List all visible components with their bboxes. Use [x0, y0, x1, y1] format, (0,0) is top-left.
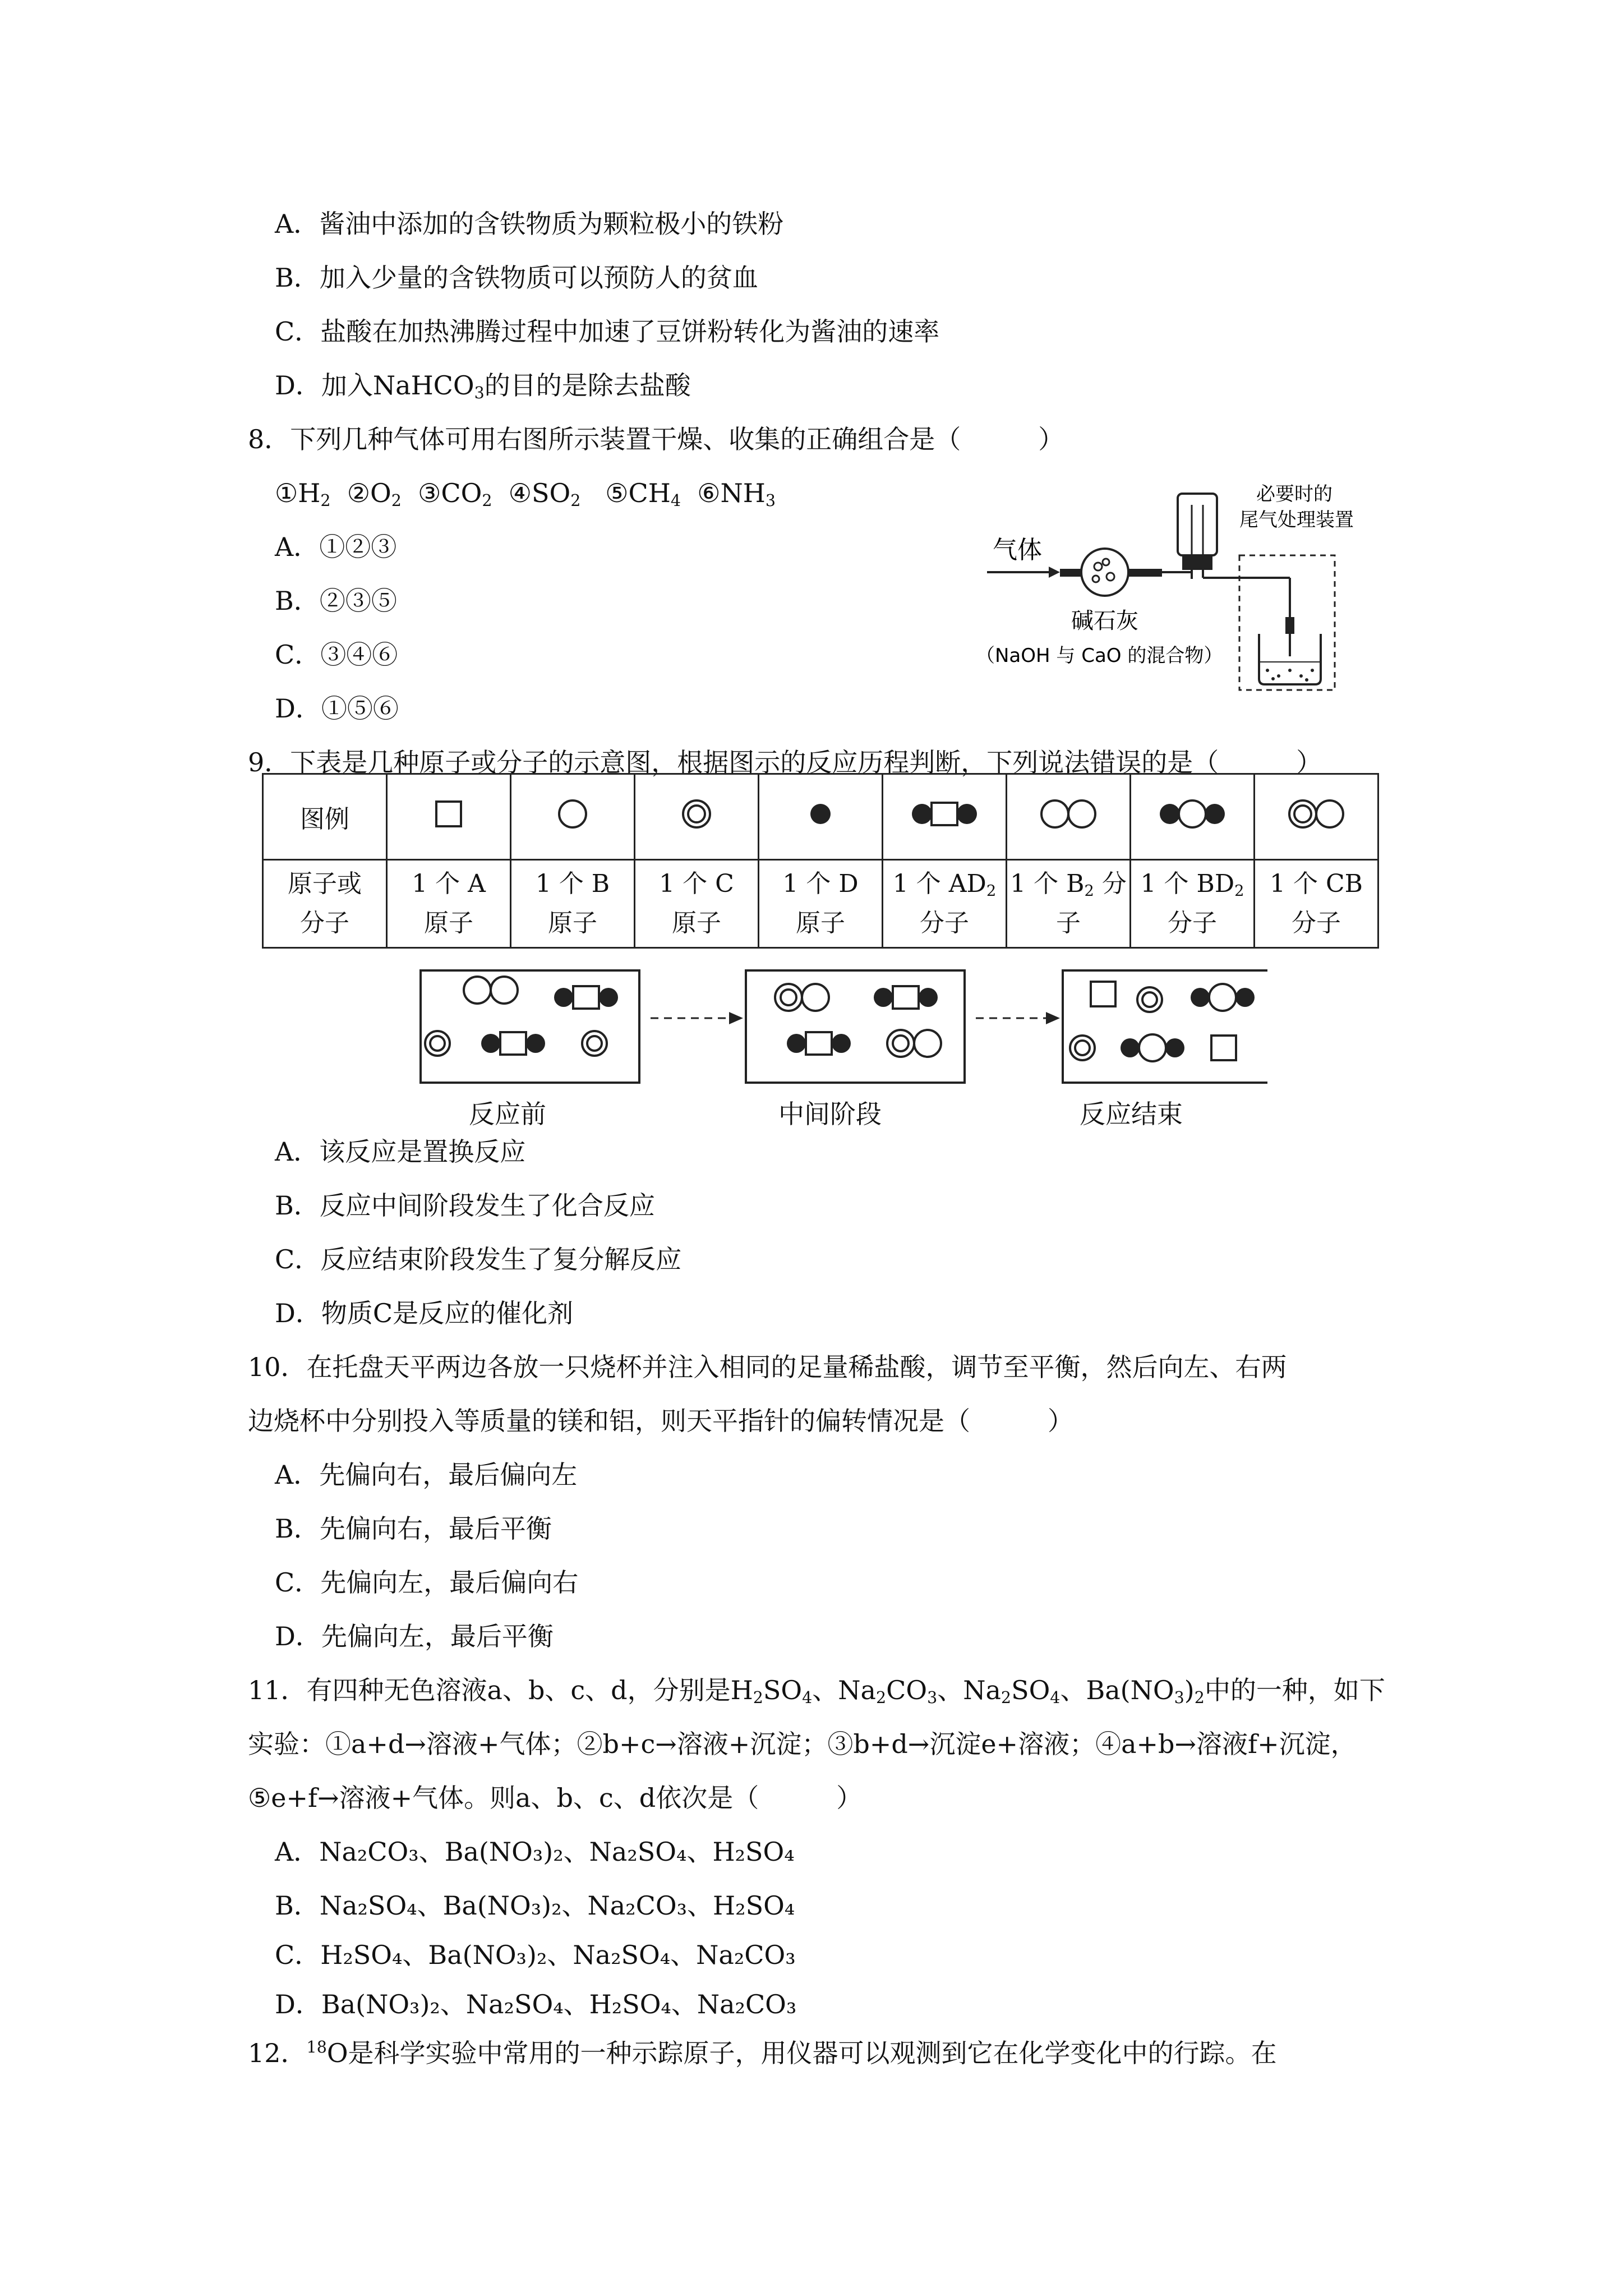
q8-apparatus-figure [976, 482, 1402, 707]
q8-option-d: D．①⑤⑥ [275, 693, 399, 724]
tail-label-2: 尾气处理装置 [1239, 509, 1354, 531]
legend-icon-cb [1255, 774, 1378, 860]
stage-label-after: 反应结束 [1080, 1099, 1183, 1129]
row-header: 原子或 分子 [263, 860, 387, 948]
q9-option-c: C．反应结束阶段发生了复分解反应 [275, 1244, 682, 1274]
q11-option-c: C．H₂SO₄、Ba(NO₃)₂、Na₂SO₄、Na₂CO₃ [275, 1940, 796, 1970]
q7-option-a: A．酱油中添加的含铁物质为颗粒极小的铁粉 [275, 209, 784, 239]
legend-icon-ad2 [883, 774, 1007, 860]
stage-label-middle: 中间阶段 [778, 1099, 882, 1129]
q9-option-d: D．物质C是反应的催化剂 [275, 1298, 574, 1328]
q10-option-b: B．先偏向右，最后平衡 [275, 1513, 552, 1544]
q9-option-a: A．该反应是置换反应 [275, 1137, 526, 1167]
q10-stem-line2: 边烧杯中分别投入等质量的镁和铝，则天平指针的偏转情况是（ ） [248, 1406, 1073, 1436]
q11-stem-line2: 实验：①a+d→溶液+气体；②b+c→溶液+沉淀；③b+d→沉淀e+溶液；④a+b→溶液f+沉淀， [248, 1729, 1357, 1759]
q9-legend-table [262, 773, 1379, 949]
q10-option-d: D．先偏向左，最后平衡 [275, 1621, 554, 1651]
q11-option-d: D．Ba(NO₃)₂、Na₂SO₄、H₂SO₄、Na₂CO₃ [275, 1989, 797, 2019]
stage-label-before: 反应前 [469, 1099, 546, 1129]
tail-label-1: 必要时的 [1256, 483, 1332, 505]
q9-option-b: B．反应中间阶段发生了化合反应 [275, 1190, 655, 1221]
q8-gas-list: $①H_2$ $②O_2$ $③CO_2$ $④SO_2$ $⑤CH_4$ $⑥NH_3$ [275, 478, 776, 510]
q9-stem: 9．下表是几种原子或分子的示意图，根据图示的反应历程判断，下列说法错误的是（ ） [248, 747, 1322, 777]
q10-option-a: A．先偏向右，最后偏向左 [275, 1460, 578, 1490]
q7-option-d: D．加入NaHCO$_3$的目的是除去盐酸 [275, 370, 691, 403]
stage-box-before [421, 970, 639, 1083]
lime-label: 碱石灰 [1071, 608, 1138, 634]
q11-stem-line1: 11．有四种无色溶液a、b、c、d，分别是$H_2SO_4$、$Na_2CO_3$、$Na_2SO_4$、$Ba(NO_3)_2$中的一种，如下 [248, 1675, 1385, 1708]
q10-option-c: C．先偏向左，最后偏向右 [275, 1567, 579, 1598]
q7-option-c: C．盐酸在加热沸腾过程中加速了豆饼粉转化为酱油的速率 [275, 316, 940, 347]
legend-icon-bd2 [1131, 774, 1255, 860]
legend-icon-d [759, 774, 883, 860]
q8-option-c: C．③④⑥ [275, 639, 398, 670]
legend-icon-a [387, 774, 511, 860]
legend-label-c: 1 个 C 原子 [635, 860, 759, 948]
legend-icon-c [635, 774, 759, 860]
legend-header: 图例 [263, 774, 387, 860]
q7-option-b: B．加入少量的含铁物质可以预防人的贫血 [275, 263, 758, 293]
lime-note: （NaOH 与 CaO 的混合物） [976, 645, 1223, 667]
q12-stem: 12．$^{18}$O是科学实验中常用的一种示踪原子，用仪器可以观测到它在化学变化中的行踪。在 [248, 2038, 1277, 2069]
legend-label-ad2: 1 个 $AD_2$ 分子 [883, 860, 1007, 948]
legend-label-d: 1 个 D 原子 [759, 860, 883, 948]
legend-label-a: 1 个 A 原子 [387, 860, 511, 948]
legend-label-b: 1 个 B 原子 [511, 860, 635, 948]
legend-label-cb: 1 个 CB 分子 [1255, 860, 1378, 948]
q8-option-a: A．①②③ [275, 532, 397, 562]
gas-label: 气体 [993, 536, 1042, 564]
q11-option-a: A．Na₂CO₃、Ba(NO₃)₂、Na₂SO₄、H₂SO₄ [275, 1837, 795, 1867]
q10-stem-line1: 10．在托盘天平两边各放一只烧杯并注入相同的足量稀盐酸，调节至平衡，然后向左、右两 [248, 1352, 1287, 1382]
legend-icon-b2 [1007, 774, 1131, 860]
legend-icon-b [511, 774, 635, 860]
legend-label-b2: 1 个 $B_2$ 分 子 [1007, 860, 1131, 948]
q9-reaction-diagram [415, 965, 1267, 1111]
legend-label-bd2: 1 个 $BD_2$ 分子 [1131, 860, 1255, 948]
q11-option-b: B．Na₂SO₄、Ba(NO₃)₂、Na₂CO₃、H₂SO₄ [275, 1890, 795, 1921]
q11-stem-line3: ⑤e+f→溶液+气体。则a、b、c、d依次是（ ） [248, 1783, 863, 1813]
q8-option-b: B．②③⑤ [275, 586, 397, 616]
q8-stem: 8．下列几种气体可用右图所示装置干燥、收集的正确组合是（ ） [248, 424, 1064, 454]
